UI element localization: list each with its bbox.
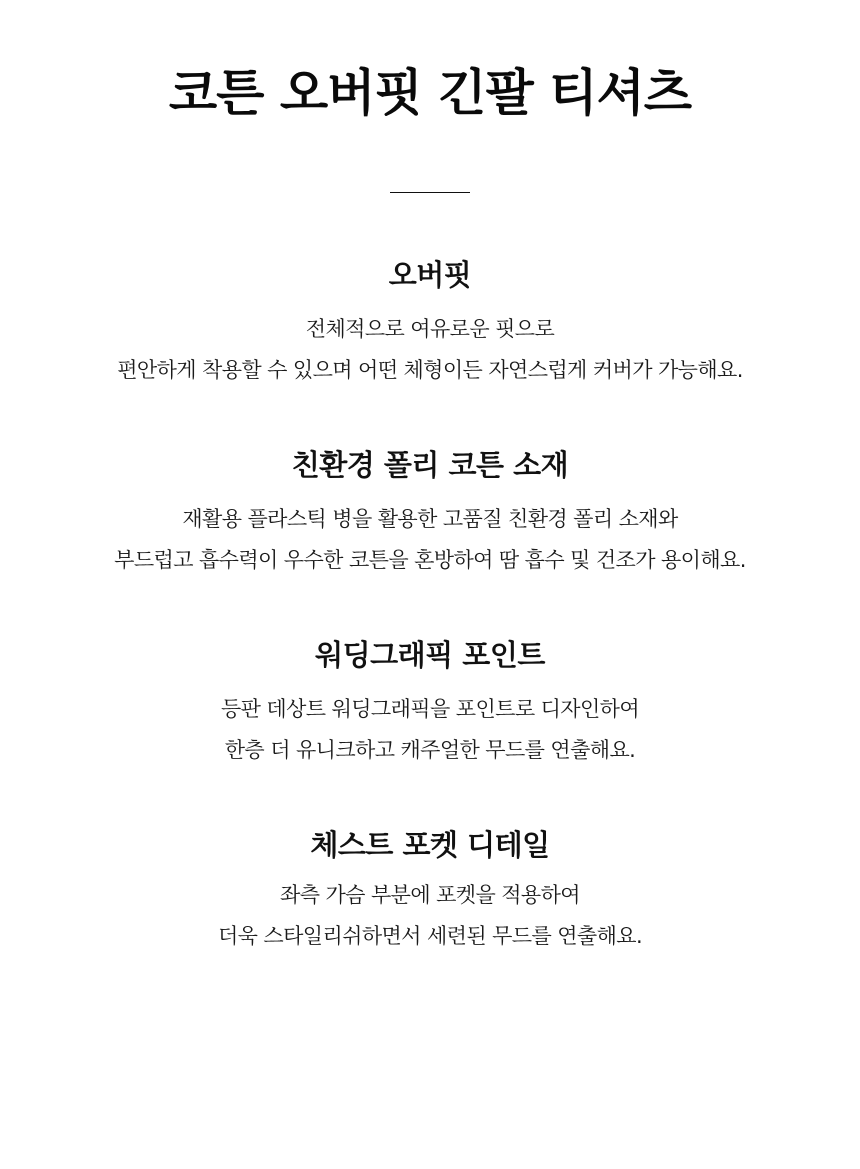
feature-section-graphic [0,635,860,771]
feature-description-line: 더욱 스타일리쉬하면서 세련된 무드를 연출해요. [217,924,643,948]
feature-description-line: 전체적으로 여유로운 핏으로 [305,317,555,341]
title-divider [390,192,470,193]
feature-description [0,309,860,391]
feature-description-line: 등판 데상트 워딩그래픽을 포인트로 디자인하여 [220,697,640,721]
feature-description-line: 편안하게 착용할 수 있으며 어떤 체형이든 자연스럽게 커버가 가능해요. [117,358,743,382]
feature-section-pocket [0,825,860,957]
feature-heading: 오버핏 [388,258,472,292]
feature-description-line: 좌측 가슴 부분에 포켓을 적용하여 [280,883,580,907]
feature-description [0,689,860,771]
feature-description-line: 재활용 플라스틱 병을 활용한 고품질 친환경 폴리 소재와 [182,507,678,531]
feature-description [0,875,860,957]
page-title: 코튼 오버핏 긴팔 티셔츠 [168,64,692,122]
feature-section-material [0,445,860,581]
feature-description [0,499,860,581]
feature-description-line: 부드럽고 흡수력이 우수한 코튼을 혼방하여 땀 흡수 및 건조가 용이해요. [114,548,746,572]
feature-section-overfit [0,255,860,391]
feature-heading: 친환경 폴리 코튼 소재 [291,448,569,482]
feature-description-line: 한층 더 유니크하고 캐주얼한 무드를 연출해요. [224,738,636,762]
feature-heading: 워딩그래픽 포인트 [315,638,545,672]
feature-heading: 체스트 포켓 디테일 [310,828,550,862]
